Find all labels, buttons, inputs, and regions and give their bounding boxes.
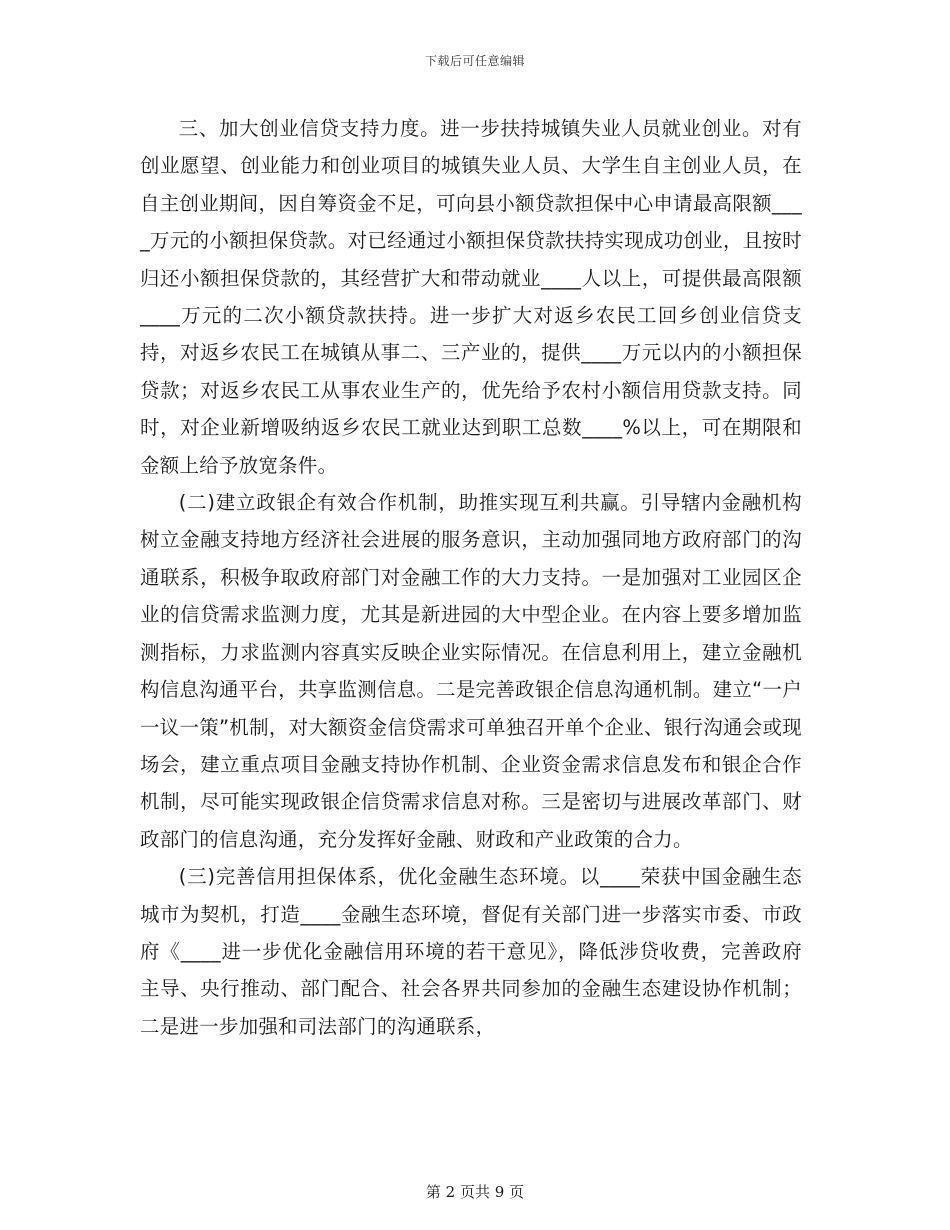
- document-body: [140, 110, 802, 1045]
- paragraph-credit-support: 三、加大创业信贷支持力度。进一步扶持城镇失业人员就业创业。对有创业愿望、创业能力和创业项目的城镇失业人员、大学生自主创业人员，在自主创业期间，因自筹资金不足，可向县小额贷款担保中心申请最高限额____万元的小额担保贷款。对已经通过小额担保贷款扶持实现成功创业，且按时归还小额担保贷款的，其经营扩大和带动就业____人以上，可提供最高限额____万元的二次小额贷款扶持。进一步扩大对返乡农民工回乡创业信贷支持，对返乡农民工在城镇从事二、三产业的，提供____万元以内的小额担保贷款；对返乡农民工从事农业生产的，优先给予农村小额信用贷款支持。同时，对企业新增吸纳返乡农民工就业达到职工总数____%以上，可在期限和金额上给予放宽条件。: [140, 117, 802, 477]
- paragraph-cooperation-mechanism: (二)建立政银企有效合作机制，助推实现互利共赢。引导辖内金融机构树立金融支持地方经济社会进展的服务意识，主动加强同地方政府部门的沟通联系，积极争取政府部门对金融工作的大力支持。一是加强对工业园区企业的信贷需求监测力度，尤其是新进园的大中型企业。在内容上要多增加监测指标，力求监测内容真实反映企业实际情况。在信息利用上，建立金融机构信息沟通平台，共享监测信息。二是完善政银企信息沟通机制。建立“一户一议一策”机制，对大额资金信贷需求可单独召开单个企业、银行沟通会或现场会，建立重点项目金融支持协作机制、企业资金需求信息发布和银企合作机制，尽可能实现政银企信贷需求信息对称。三是密切与进展改革部门、财政部门的信息沟通，充分发挥好金融、财政和产业政策的合力。: [140, 491, 802, 851]
- page-header: 下载后可任意编辑: [424, 54, 525, 68]
- page-number: 第 2 页共 9 页: [425, 1183, 525, 1201]
- paragraph-credit-guarantee: (三)完善信用担保体系，优化金融生态环境。以____荣获中国金融生态城市为契机，打造____金融生态环境，督促有关部门进一步落实市委、市政府《____进一步优化金融信用环境的若干意见》，降低涉贷收费，完善政府主导、央行推动、部门配合、社会各界共同参加的金融生态建设协作机制；二是进一步加强和司法部门的沟通联系，: [140, 865, 802, 1038]
